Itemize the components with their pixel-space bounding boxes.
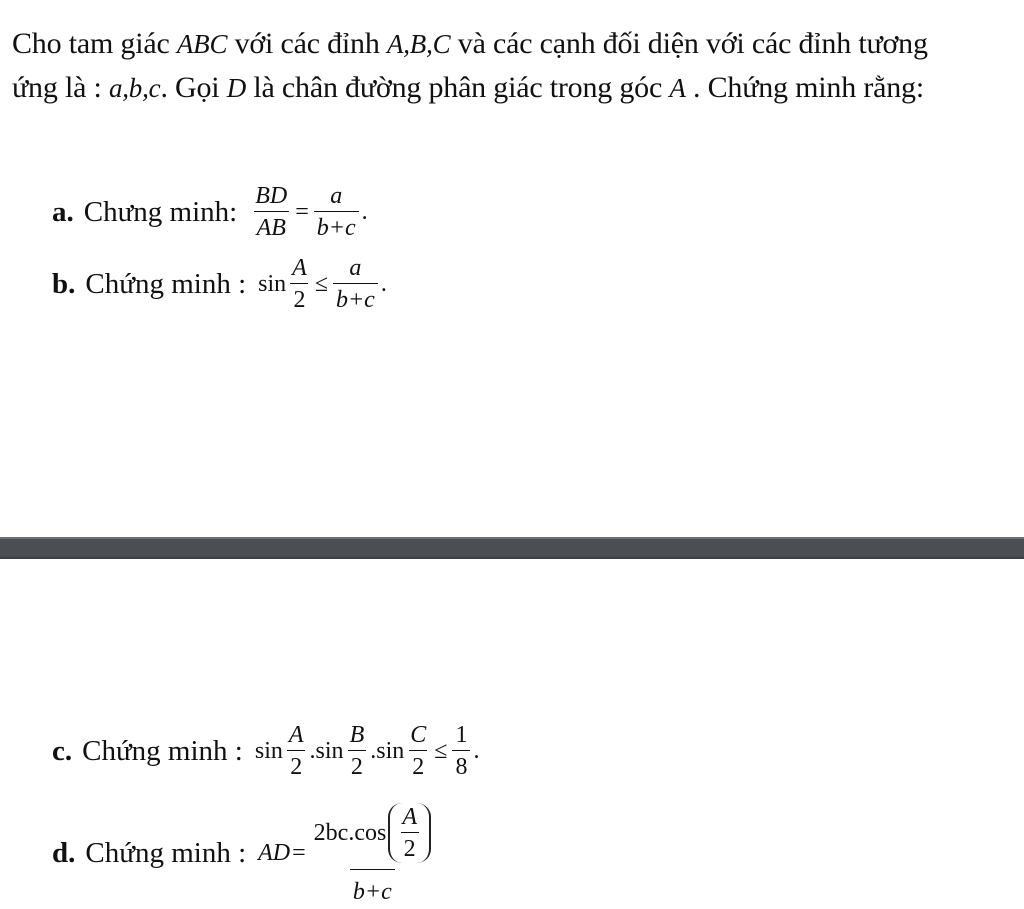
fraction-a-bc: $\frac{a}{b+c}$	[333, 256, 378, 312]
item-text: Chứng minh :	[82, 734, 243, 767]
item-label: c.	[52, 734, 73, 767]
page-gap-bar	[0, 537, 1024, 559]
fraction-b-2: $\frac{B}{2}$	[349, 722, 365, 780]
item-text: Chứng minh :	[85, 837, 247, 869]
parenthesis	[388, 803, 431, 863]
triangle-name: ABC	[176, 29, 228, 59]
statement-line-1: Cho tam giác ABC với các đỉnh A,B,C và các cạnh đối diện với các đỉnh tương	[12, 27, 928, 60]
fraction-bd-ab: $\frac{BD}{AB}$	[255, 183, 288, 241]
statement-line-2: ứng là : a,b,c. Gọi D là chân đường phân giác trong góc A . Chứng minh rằng:	[12, 71, 924, 104]
item-text: Chứng minh :	[85, 267, 247, 300]
document-page-bottom	[0, 559, 1024, 909]
fraction-a-2: $\frac{A}{2}$	[292, 255, 307, 313]
item-text: Chưng minh:	[83, 195, 238, 228]
fraction-ad: 2bc.cos $\frac{A}{2}$ b+c	[311, 803, 434, 904]
item-label: a.	[52, 195, 74, 228]
formula-a: $\frac{BD}{AB}$ = $\frac{a}{b+c}$ .	[249, 184, 367, 240]
item-label: d.	[52, 837, 76, 869]
fraction-1-8: $\frac{1}{8}$	[452, 723, 470, 779]
sides: a,b,c	[108, 73, 161, 103]
item-label: b.	[52, 267, 76, 300]
item-a	[52, 184, 368, 240]
item-c	[52, 723, 479, 779]
fraction-a-2: $\frac{A}{2}$	[402, 804, 417, 862]
formula-c: sin $\frac{A}{2}$ . sin $\frac{B}{2}$ . sin $\frac{C}{2}$ ≤ $\frac{1}{8}$ .	[254, 722, 480, 780]
vertices: A,B,C	[386, 29, 451, 59]
formula-d: AD = 2bc.cos $\frac{A}{2}$ b+c	[258, 803, 437, 904]
item-b	[52, 256, 387, 312]
point-d: D	[226, 73, 247, 103]
formula-b: sin $\frac{A}{2}$ ≤ $\frac{a}{b+c}$ .	[258, 255, 387, 313]
fraction-a-2: $\frac{A}{2}$	[288, 722, 304, 780]
fraction-a-bc: $\frac{a}{b+c}$	[314, 184, 359, 240]
problem-statement	[12, 22, 1012, 110]
fraction-c-2: $\frac{C}{2}$	[410, 722, 427, 780]
item-d	[52, 803, 437, 904]
angle-a: A	[669, 73, 686, 103]
